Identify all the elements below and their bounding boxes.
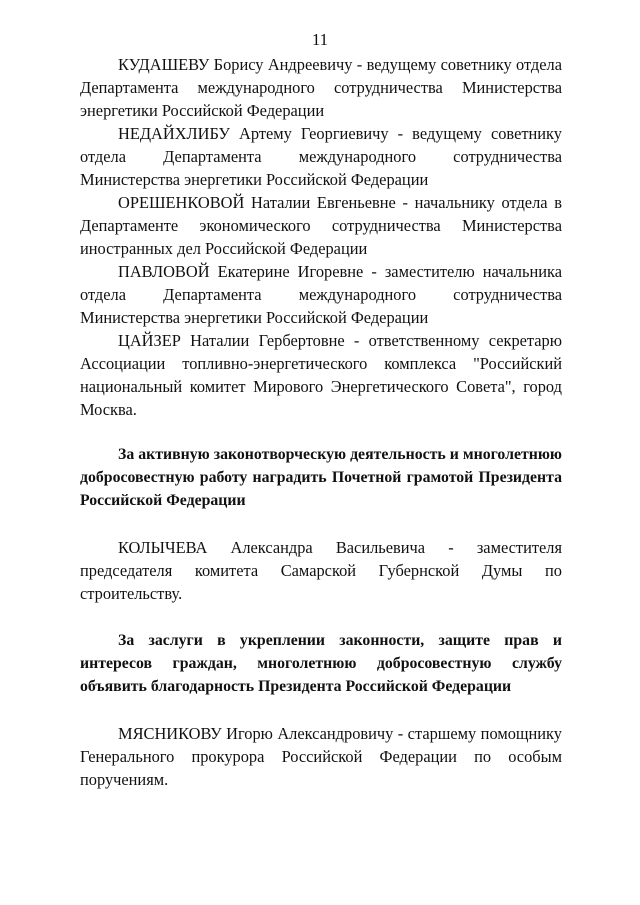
awardee-tsaizer: ЦАЙЗЕР Наталии Гербертовне - ответственному секретарю Ассоциации топливно-энергетического комплекса "Российский национальный комитет Мирового Энергетического Совета", город Москва.	[80, 331, 562, 419]
decree-gramota: За активную законотворческую деятельность и многолетнюю добросовестную работу наградить Почетной грамотой Президента Российской Федерации	[80, 446, 562, 509]
section-spacer	[80, 421, 562, 443]
awardee-oreshenkova: ОРЕШЕНКОВОЙ Наталии Евгеньевне - начальнику отдела в Департаменте экономического сотрудничества Министерства иностранных дел Российской Федерации	[80, 193, 562, 258]
page-number: 11	[311, 30, 329, 49]
decree-blagodarnost: За заслуги в укреплении законности, защите прав и интересов граждан, многолетнюю добросовестную службу объявить благодарность Президента Российской Федерации	[80, 632, 562, 695]
awardee-kolychev: КОЛЫЧЕВА Александра Васильевича - заместителя председателя комитета Самарской Губернской Думы по строительству.	[80, 538, 562, 603]
section-spacer	[80, 605, 562, 629]
awardee-pavlova: ПАВЛОВОЙ Екатерине Игоревне - заместителю начальника отдела Департамента международного сотрудничества Министерства энергетики Российской Федерации	[80, 262, 562, 327]
document-body	[80, 53, 562, 791]
section-spacer	[80, 512, 562, 536]
awardee-kudashev: КУДАШЕВУ Борису Андреевичу - ведущему советнику отдела Департамента международного сотрудничества Министерства энергетики Российской Федерации	[80, 55, 562, 120]
section-spacer	[80, 698, 562, 722]
awardee-myasnikov: МЯСНИКОВУ Игорю Александровичу - старшему помощнику Генерального прокурора Российской Федерации по особым поручениям.	[80, 724, 562, 789]
awardee-nedaikhlib: НЕДАЙХЛИБУ Артему Георгиевичу - ведущему советнику отдела Департамента международного сотрудничества Министерства энергетики Российской Федерации	[80, 124, 562, 189]
